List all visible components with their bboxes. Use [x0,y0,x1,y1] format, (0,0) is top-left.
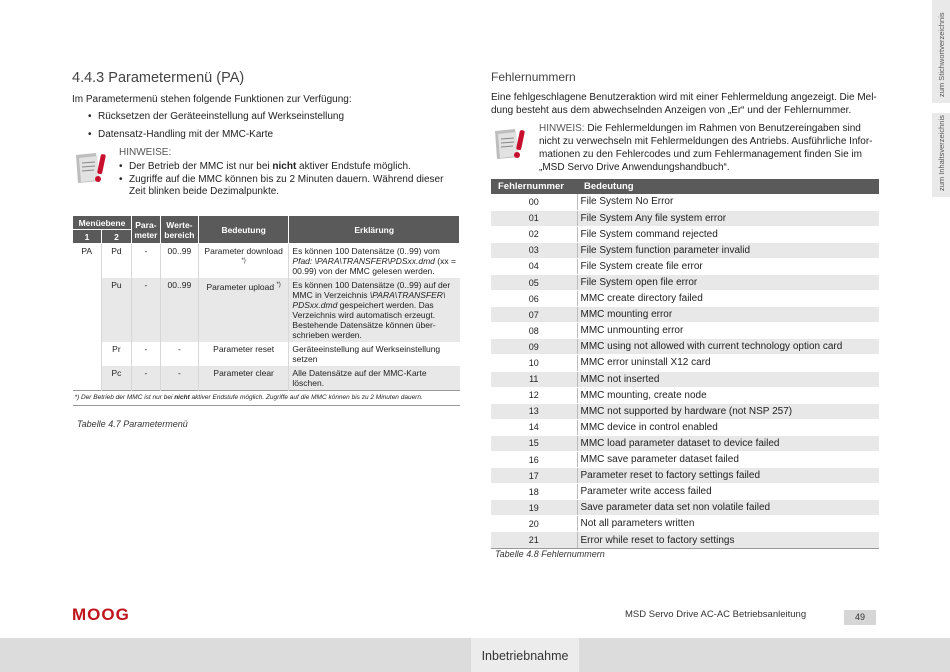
table-caption: Tabelle 4.8 Fehlernummern [495,549,605,559]
table-row [491,258,879,274]
error-meaning-cell: MMC using not allowed with current technology option card [577,339,879,355]
hint-label: HINWEIS: [539,123,585,134]
page-number: 49 [844,610,876,625]
header-level-1: 1 [73,230,102,244]
hint-text: Die Fehlermeldungen im Rahmen von Benutzereingaben sind nicht zu verwechseln mit Fehlermeldungen des Antriebs. Ausführliche Infor-mationen zu den Fehlercodes und zum Fehlermanagement finden Sie im „MSD Servo Drive Anwendungshandbuch“. [539,123,873,173]
meaning-text: Parameter upload [206,281,275,292]
list-item: • Rücksetzen der Geräteeinstellung auf Werkseinstellung [88,111,344,129]
cell-explanation [289,244,460,279]
cell-range: 00..99 [160,244,198,279]
cell-param: - [131,244,160,279]
table-row [491,323,879,339]
table-row [491,468,879,484]
header-text: meter [134,229,158,240]
expl-text: Es können 100 Datensätze (0..99) vom [292,246,440,256]
tab-contents-label: zum Inhaltsverzeichnis [937,115,946,191]
cell-param: - [131,342,160,366]
table-row [491,484,879,500]
error-number-cell: 16 [491,452,577,468]
error-meaning-cell: Save parameter data set non volatile failed [577,500,879,516]
hint-note [539,122,879,174]
footnote-mark: *) [241,258,246,264]
header-bedeutung: Bedeutung [198,216,289,244]
header-erklaerung: Erklärung [289,216,460,244]
error-number-cell: 13 [491,403,577,419]
cell-meaning: Parameter reset [198,342,289,366]
cell-param: - [131,366,160,391]
header-menuebene: Menüebene [73,216,132,230]
cell-explanation: Geräteeinstellung auf Werkseinstellung setzen [289,342,460,366]
cell-level1 [73,278,102,342]
header-parameter [131,216,160,244]
error-meaning-cell: MMC not supported by hardware (not NSP 257) [577,403,879,419]
note-text: aktiver Endstufe möglich. Zugriffe auf die MMC können bis zu 2 Minuten dauern. [189,394,423,401]
moog-logo: MOOG [72,605,130,624]
table-row [73,278,460,342]
list-item: • Datensatz-Handling mit der MMC-Karte [88,129,344,147]
error-number-table [491,179,879,549]
cell-level1: PA [81,246,93,256]
cell-explanation: Alle Datensätze auf der MMC-Karte löschen. [289,366,460,391]
table-row [491,307,879,323]
note-text: *) Der Betrieb der MMC ist nur bei [74,394,175,401]
cell-explanation [289,278,460,342]
table-row [491,532,879,548]
path-text: \PARA\TRANSFER\ PDSxx.dmd [292,290,446,310]
hint-heading: HINWEISE: [119,147,172,158]
fehler-paragraph: Eine fehlgeschlagene Benutzeraktion wird mit einer Fehlermeldung angezeigt. Die Mel-dung besteht aus dem abwechselnden Anzeigen von „Er“ und der Fehlernummer. [491,92,877,116]
table-row [73,244,460,279]
error-number-cell: 01 [491,210,577,226]
table-row [491,194,879,210]
error-meaning-cell: MMC not inserted [577,371,879,387]
cell-meaning [198,278,289,342]
table-row [491,371,879,387]
table-row [491,339,879,355]
error-number-cell: 10 [491,355,577,371]
note-emphasis: nicht [174,394,190,401]
cell-level2: Pd [101,244,131,279]
header-text: Para- [135,219,157,230]
table-row [73,342,460,366]
error-meaning-cell: MMC save parameter dataset failed [577,452,879,468]
table-row [491,210,879,226]
expl-text: (xx = 00.99) von der MMC gelesen werden. [292,256,456,276]
table-footnote-row [73,391,460,406]
header-fehlernummer: Fehlernummer [491,179,577,194]
table-row [491,452,879,468]
table-row [491,355,879,371]
error-number-cell: 05 [491,274,577,290]
document-title: MSD Servo Drive AC-AC Betriebsanleitung [625,609,807,620]
error-meaning-cell: File System Any file system error [577,210,879,226]
error-number-cell: 00 [491,194,577,210]
footnote-mark: *) [276,282,281,288]
error-number-cell: 20 [491,516,577,532]
hint-list [119,161,459,199]
table-row [491,516,879,532]
header-level-2: 2 [101,230,131,244]
table-row [491,387,879,403]
error-meaning-cell: File System open file error [577,274,879,290]
error-number-cell: 08 [491,323,577,339]
cell-meaning [198,244,289,279]
error-meaning-cell: MMC error uninstall X12 card [577,355,879,371]
hint-text: Der Betrieb der MMC ist nur bei [129,161,273,172]
error-meaning-cell: File System function parameter invalid [577,242,879,258]
error-number-cell: 19 [491,500,577,516]
chapter-tab[interactable]: Inbetriebnahme [471,638,579,672]
function-list [88,111,344,147]
header-wertebereich [160,216,198,244]
error-meaning-cell: MMC create directory failed [577,291,879,307]
error-meaning-cell: MMC mounting error [577,307,879,323]
hint-emphasis: nicht [272,161,297,172]
error-meaning-cell: Parameter reset to factory settings failed [577,468,879,484]
error-number-cell: 14 [491,419,577,435]
table-row [491,291,879,307]
table-row [491,226,879,242]
table-row [491,419,879,435]
header-text: bereich [164,229,195,240]
error-number-cell: 15 [491,435,577,451]
cell-param: - [131,278,160,342]
error-number-cell: 06 [491,291,577,307]
tab-contents[interactable] [932,113,950,197]
side-navigation [932,0,950,200]
error-number-cell: 21 [491,532,577,548]
table-row [73,366,460,391]
error-meaning-cell: MMC unmounting error [577,323,879,339]
error-meaning-cell: Not all parameters written [577,516,879,532]
error-number-cell: 07 [491,307,577,323]
expl-text: gespeichert werden. Das Verzeichnis wird automatisch erzeugt. Bestehende Datensätze können über-schrieben werden. [292,300,436,340]
error-meaning-cell: Parameter write access failed [577,484,879,500]
subsection-title: Fehlernummern [491,70,576,84]
cell-level2: Pr [101,342,131,366]
error-meaning-cell: Error while reset to factory settings [577,532,879,548]
table-row [491,500,879,516]
error-number-cell: 17 [491,468,577,484]
cell-meaning: Parameter clear [198,366,289,391]
hint-text: aktiver Endstufe möglich. [296,161,411,172]
error-number-cell: 09 [491,339,577,355]
table-row [491,274,879,290]
cell-range: - [160,342,198,366]
warning-note-icon [491,126,529,162]
error-number-cell: 12 [491,387,577,403]
warning-note-icon [72,150,110,186]
cell-level1 [73,366,102,391]
cell-level2: Pc [101,366,131,391]
header-bedeutung: Bedeutung [577,179,879,194]
tab-index[interactable] [932,0,950,103]
path-text: Pfad: \PARA\TRANSFER\PDSxx.dmd [292,256,435,266]
cell-level1 [73,342,102,366]
expl-text: Es können 100 Datensätze (0..99) auf der MMC in Verzeichnis [292,280,451,300]
table-caption: Tabelle 4.7 Parametermenü [77,419,188,429]
error-meaning-cell: MMC device in control enabled [577,419,879,435]
error-meaning-cell: File System No Error [577,194,879,210]
header-text: Werte- [166,219,193,230]
error-meaning-cell: MMC load parameter dataset to device failed [577,435,879,451]
hint-item [119,161,459,174]
parameter-menu-table [72,215,460,406]
table-footnote [73,391,460,406]
cell-range: - [160,366,198,391]
table-row [491,242,879,258]
error-number-cell: 11 [491,371,577,387]
error-number-cell: 03 [491,242,577,258]
cell-range: 00..99 [160,278,198,342]
tab-index-label: zum Stichwortverzeichnis [937,12,946,97]
table-row [491,403,879,419]
error-meaning-cell: File System command rejected [577,226,879,242]
error-meaning-cell: File System create file error [577,258,879,274]
error-number-cell: 18 [491,484,577,500]
hint-item: • Zugriffe auf die MMC können bis zu 2 Minuten dauern. Während dieser Zeit blinken beide Dezimalpunkte. [119,174,459,199]
section-title: 4.4.3 Parametermenü (PA) [72,70,245,86]
table-row [491,435,879,451]
cell-level2: Pu [101,278,131,342]
error-number-cell: 04 [491,258,577,274]
error-number-cell: 02 [491,226,577,242]
intro-text: Im Parametermenü stehen folgende Funktionen zur Verfügung: [72,94,352,105]
error-meaning-cell: MMC mounting, create node [577,387,879,403]
meaning-text: Parameter download [204,246,283,256]
